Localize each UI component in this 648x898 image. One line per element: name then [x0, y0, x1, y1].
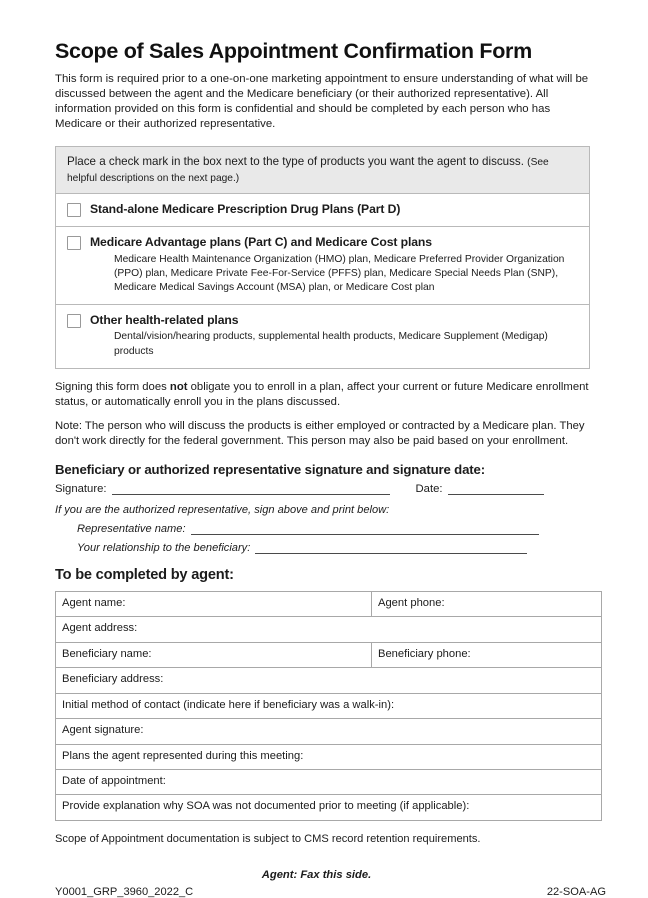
- table-row: [56, 769, 602, 794]
- appointment-date-cell[interactable]: Date of appointment:: [56, 769, 602, 794]
- date-label: Date:: [415, 482, 443, 495]
- checkbox-row-other[interactable]: [56, 305, 589, 368]
- relationship-label: Your relationship to the beneficiary:: [77, 541, 251, 554]
- checkbox-description-part-c: Medicare Health Maintenance Organization (HMO) plan, Medicare Preferred Provider Organization (PPO) plan, Medicare Private Fee-For-Service (PFFS) plan, Medicare Special Needs Plan (SNP), Medicare Medical Savings Account (MSA) plan, or Medicare Cost plan: [114, 253, 565, 293]
- agent-signature-cell[interactable]: Agent signature:: [56, 719, 602, 744]
- table-row: [56, 795, 602, 820]
- form-id: Y0001_GRP_3960_2022_C: [55, 885, 194, 898]
- checkbox-text-part-c: [90, 235, 579, 295]
- table-row: [56, 719, 602, 744]
- initial-contact-cell[interactable]: Initial method of contact (indicate here if beneficiary was a walk-in):: [56, 693, 602, 718]
- signature-input[interactable]: [112, 483, 390, 495]
- table-row: [56, 642, 602, 667]
- checkbox-label-part-c: Medicare Advantage plans (Part C) and Medicare Cost plans: [90, 235, 432, 250]
- obligation-notice: [55, 380, 600, 410]
- panel-header-note: (See helpful descriptions on the next page.): [67, 157, 549, 185]
- form-code: 22-SOA-AG: [546, 885, 606, 898]
- beneficiary-address-cell[interactable]: Beneficiary address:: [56, 668, 602, 693]
- obligation-pre: Signing this form does: [55, 380, 170, 393]
- agent-phone-cell[interactable]: Agent phone:: [372, 591, 602, 616]
- table-row: [56, 693, 602, 718]
- table-row: [56, 617, 602, 642]
- signature-date-input[interactable]: [448, 483, 544, 495]
- page-title: Scope of Sales Appointment Confirmation Form: [55, 39, 532, 63]
- obligation-post: obligate you to enroll in a plan, affect your current or future Medicare enrollment status, or automatically enroll you in the plans discussed.: [55, 380, 589, 408]
- agent-name-cell[interactable]: Agent name:: [56, 591, 372, 616]
- agent-address-cell[interactable]: Agent address:: [56, 617, 602, 642]
- panel-header-main: Place a check mark in the box next to the type of products you want the agent to discuss.: [67, 155, 524, 169]
- representative-name-input[interactable]: [191, 523, 539, 535]
- checkbox-part-c[interactable]: [67, 236, 81, 250]
- relationship-row: [77, 542, 606, 554]
- signature-label: Signature:: [55, 482, 107, 495]
- intro-paragraph: This form is required prior to a one-on-one marketing appointment to ensure understanding of what will be discussed between the agent and the Medicare beneficiary (or their authorized representative). All information provided on this form is confidential and should be completed by each person who has Medicare or their authorized representative.: [55, 72, 589, 131]
- checkbox-part-d[interactable]: [67, 203, 81, 217]
- checkbox-row-part-c[interactable]: [56, 227, 589, 305]
- table-row: [56, 668, 602, 693]
- table-row: [56, 744, 602, 769]
- checkbox-text-other: [90, 313, 579, 359]
- table-row: [56, 591, 602, 616]
- soa-explanation-cell[interactable]: Provide explanation why SOA was not documented prior to meeting (if applicable):: [56, 795, 602, 820]
- obligation-emphasis: not: [169, 380, 188, 393]
- retention-notice: Scope of Appointment documentation is subject to CMS record retention requirements.: [55, 832, 481, 845]
- beneficiary-name-cell[interactable]: Beneficiary name:: [56, 642, 372, 667]
- representative-name-row: [77, 523, 606, 535]
- representative-name-label: Representative name:: [77, 522, 186, 535]
- representative-instruction: If you are the authorized representative, sign above and print below:: [55, 503, 390, 516]
- agent-relationship-note: Note: The person who will discuss the products is either employed or contracted by a Medicare plan. They don't work directly for the federal government. This person may also be paid based on your enrollment.: [55, 419, 585, 447]
- checkbox-label-other: Other health-related plans: [90, 313, 239, 328]
- checkbox-label-part-d: Stand-alone Medicare Prescription Drug Plans (Part D): [90, 202, 401, 217]
- signature-line-row: [55, 483, 606, 495]
- signature-section-heading: Beneficiary or authorized representative signature and signature date:: [55, 461, 485, 477]
- agent-information-table: [55, 591, 602, 821]
- footer-line: [55, 886, 606, 898]
- beneficiary-phone-cell[interactable]: Beneficiary phone:: [372, 642, 602, 667]
- checkbox-other[interactable]: [67, 314, 81, 328]
- product-selection-panel: [55, 146, 590, 369]
- plans-represented-cell[interactable]: Plans the agent represented during this meeting:: [56, 744, 602, 769]
- agent-section-heading: To be completed by agent:: [55, 566, 234, 583]
- relationship-input[interactable]: [255, 542, 527, 554]
- checkbox-description-other: Dental/vision/hearing products, supplemental health products, Medicare Supplement (Medigap) products: [114, 331, 548, 357]
- checkbox-text-part-d: [90, 202, 579, 217]
- panel-header: [56, 147, 589, 194]
- checkbox-row-part-d[interactable]: [56, 194, 589, 227]
- fax-instruction: Agent: Fax this side.: [261, 868, 372, 881]
